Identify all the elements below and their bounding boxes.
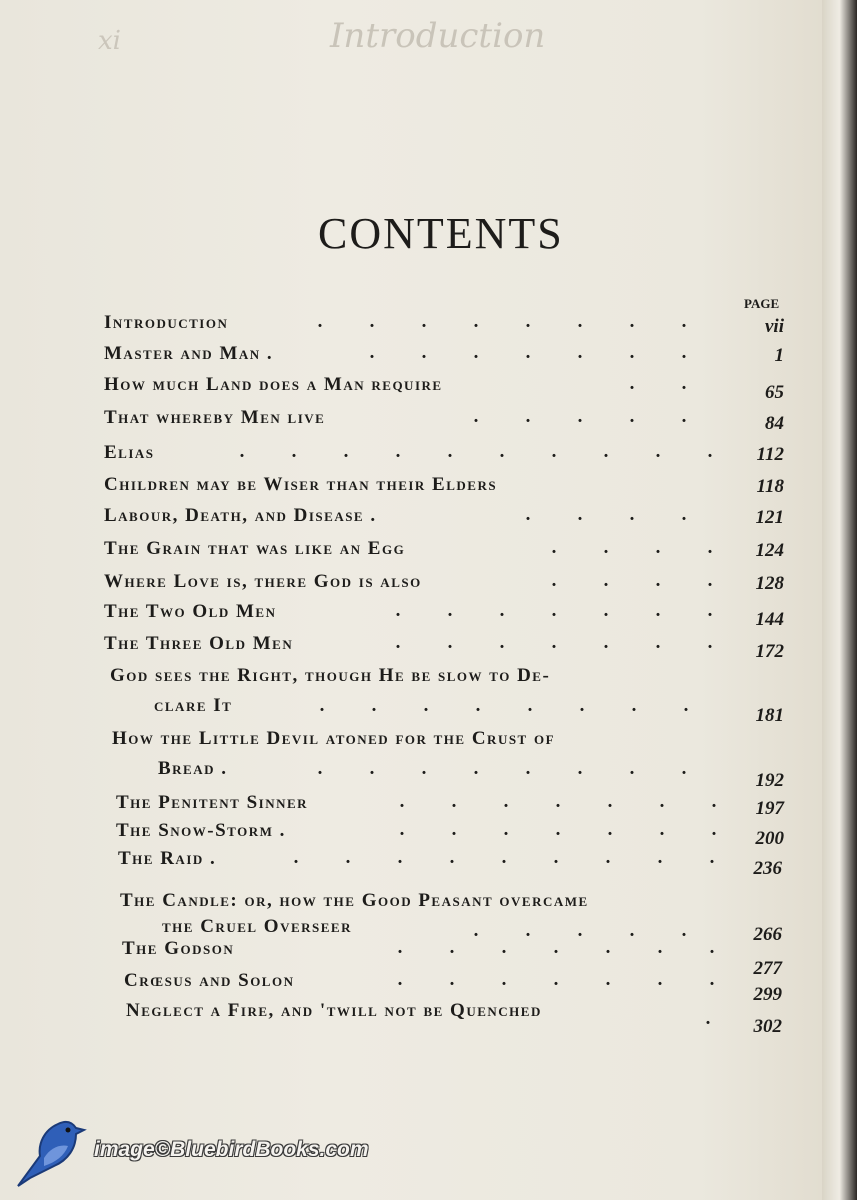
toc-entry-page: 118	[756, 476, 784, 497]
leader-dots: . . . . . . .	[399, 791, 717, 812]
toc-entry-page: 299	[753, 984, 782, 1005]
leader-dots: . . . . .	[473, 406, 687, 427]
toc-entry-page: 124	[755, 540, 784, 561]
leader-dots: . . . .	[551, 570, 713, 591]
leader-dots: . . . .	[551, 537, 713, 558]
toc-entry-title: The Raid .	[118, 848, 217, 869]
toc-entry	[104, 407, 784, 437]
toc-entry-title-line1: How the Little Devil atoned for the Crust of	[112, 728, 556, 749]
toc-entry-title: Neglect a Fire, and 'twill not be Quenched	[126, 1000, 542, 1021]
toc-entry	[104, 633, 784, 663]
toc-entry	[104, 538, 784, 568]
page-column-label: PAGE	[744, 296, 780, 311]
ghost-page-number: xi	[98, 26, 121, 56]
leader-dots: . . . . . . . .	[317, 758, 687, 779]
toc-entry-page: 266	[753, 924, 782, 945]
toc-entry-page: 121	[755, 507, 784, 528]
toc-entry-page: vii	[765, 316, 784, 337]
leader-dots: . . . . . . . .	[317, 311, 687, 332]
toc-entry-title: How much Land does a Man require	[104, 374, 443, 395]
toc-entry-title-line1: The Candle: or, how the Good Peasant overcame	[120, 890, 589, 911]
leader-dots: .	[705, 1008, 711, 1029]
toc-entry	[104, 571, 784, 601]
toc-entry-page: 192	[755, 770, 784, 791]
toc-entry	[122, 937, 782, 979]
leader-dots: . . . . . . . . . .	[239, 441, 713, 462]
watermark	[10, 1108, 470, 1188]
leader-dots: . . . . . . . . .	[293, 847, 715, 868]
toc-entry-page: 65	[765, 382, 784, 403]
toc-entry-title: That whereby Men live	[104, 407, 326, 428]
page-title: CONTENTS	[318, 209, 564, 258]
toc-entry-title: the Cruel Overseer	[162, 916, 352, 937]
toc-entry-title-line1: God sees the Right, though He be slow to De-	[110, 665, 551, 686]
toc-entry-title: Where Love is, there God is also	[104, 571, 422, 592]
toc-entry-page: 112	[756, 444, 784, 465]
toc-entry	[126, 1000, 782, 1037]
leader-dots: . . . . . . .	[397, 969, 715, 990]
toc-entry-title: Introduction	[104, 312, 229, 333]
toc-entry	[116, 792, 784, 822]
toc-entry-page: 181	[755, 705, 784, 726]
toc-entry-page: 172	[755, 641, 784, 662]
watermark-text: image©BluebirdBooks.com	[94, 1138, 369, 1161]
leader-dots: . . . . . . .	[395, 632, 713, 653]
leader-dots: . . . . . . .	[399, 819, 717, 840]
toc-entry-page: 144	[755, 609, 784, 630]
toc-entry-title: The Penitent Sinner	[116, 792, 309, 813]
toc-entry-title: Master and Man .	[104, 343, 274, 364]
toc-entry-title: The Snow-Storm .	[116, 820, 286, 841]
toc-entry	[112, 728, 784, 791]
toc-entry-page: 197	[755, 798, 784, 819]
page-edge	[822, 0, 857, 1200]
toc-entry	[116, 820, 784, 850]
toc-entry-page: 1	[774, 345, 784, 366]
toc-entry-page: 84	[765, 413, 784, 434]
toc-entry-title: Bread .	[158, 758, 228, 779]
leader-dots: . . . . . . . .	[319, 695, 689, 716]
toc-entry	[110, 665, 784, 725]
toc-entry-title: The Two Old Men	[104, 601, 277, 622]
toc-entry	[104, 505, 784, 535]
bluebird-icon	[10, 1108, 90, 1188]
toc-entry	[104, 312, 784, 342]
toc-entry-page: 128	[755, 573, 784, 594]
toc-entry-page: 200	[755, 828, 784, 849]
toc-entry-page: 236	[753, 858, 782, 879]
toc-entry	[104, 474, 784, 504]
leader-dots: . .	[629, 373, 687, 394]
toc-entry	[104, 343, 784, 373]
leader-dots: . . . . .	[473, 920, 687, 941]
toc-entry-title: The Grain that was like an Egg	[104, 538, 406, 559]
toc-entry	[104, 374, 784, 404]
leader-dots: . . . . . . .	[395, 600, 713, 621]
toc-entry-title: Crœsus and Solon	[124, 970, 295, 991]
leader-dots: . . . . . . .	[369, 342, 687, 363]
toc-entry	[124, 969, 782, 1005]
toc-entry	[118, 848, 782, 878]
leader-dots: . . . . . . .	[397, 937, 715, 958]
toc-entry-title: Labour, Death, and Disease .	[104, 505, 377, 526]
ghost-header: Introduction	[330, 16, 546, 56]
toc-entry	[104, 442, 784, 472]
toc-entry-title: clare It	[154, 695, 233, 716]
toc-entry-page: 302	[753, 1016, 782, 1037]
leader-dots: . . . .	[525, 504, 687, 525]
toc-entry-page: 277	[753, 958, 782, 979]
toc-entry-title: The Three Old Men	[104, 633, 294, 654]
toc-entry-title: Children may be Wiser than their Elders	[104, 474, 498, 495]
toc-entry-title: The Godson	[122, 938, 235, 959]
toc-entry-title: Elias	[104, 442, 155, 463]
toc-entry	[104, 601, 784, 631]
